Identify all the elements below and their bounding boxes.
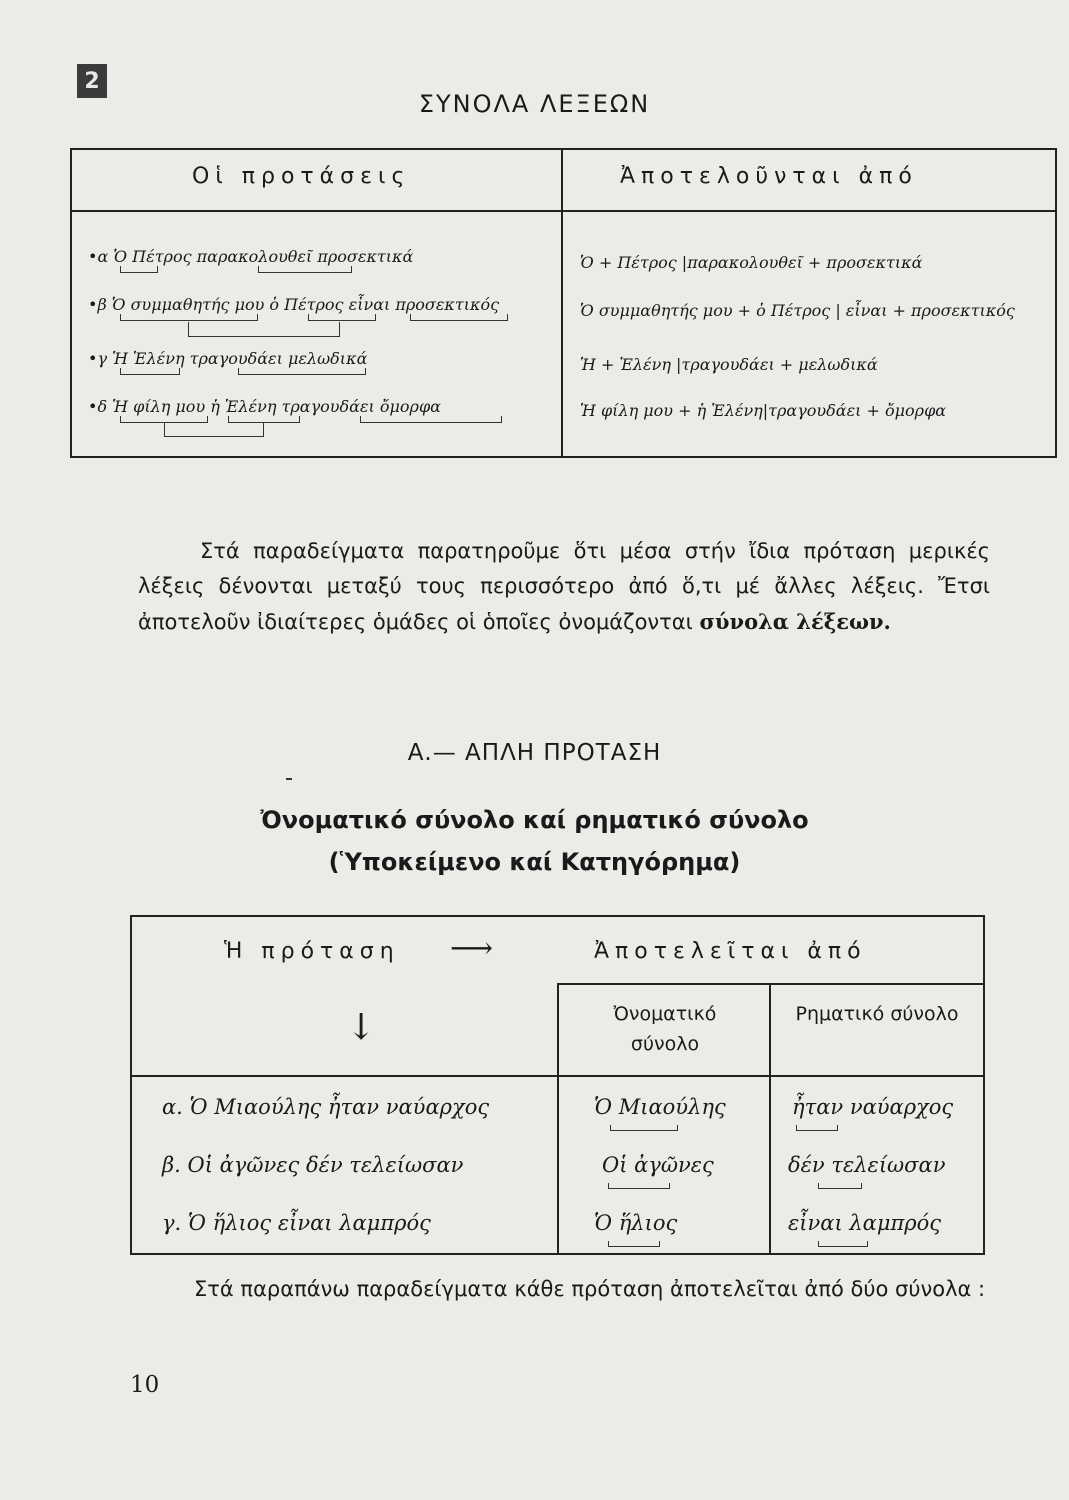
explanation-paragraph — [138, 534, 990, 640]
headword-mark — [818, 1241, 868, 1247]
example-verbal-c: εἶναι λαμπρός — [788, 1211, 942, 1235]
down-arrow-icon: ↓ — [346, 1007, 377, 1048]
key-term: σύνολα λέξεων. — [699, 609, 891, 634]
bracket — [258, 266, 352, 273]
bracket — [410, 314, 508, 321]
subject-predicate-table — [130, 915, 985, 1255]
bracket — [120, 368, 180, 375]
bracket — [188, 322, 340, 337]
bracket — [360, 416, 502, 423]
example-nominal-a: Ὁ Μιαούλης — [594, 1095, 726, 1119]
summary-paragraph — [132, 1272, 990, 1307]
sentences-table — [70, 148, 1057, 458]
mark — [286, 778, 292, 780]
explanation-text: Στά παραδείγματα παρατηροῦμε ὅτι μέσα στήν ἴδια πρόταση μερικές λέξεις δένονται μεταξύ τους περισσότερο ἀπό ὅ,τι μέ ἄλλες λέξεις. Ἔτσι ἀποτελοῦν ἰδιαίτερες ὁμάδες οἱ ὁποῖες ὀνομάζονται — [138, 539, 990, 634]
table1-row-c-left: •γ Ἡ Ἑλένη τραγουδάει μελωδικά — [88, 349, 368, 368]
bracket — [164, 422, 264, 437]
headword-mark — [818, 1183, 862, 1189]
page-number: 10 — [130, 1372, 160, 1398]
headword-mark — [610, 1125, 678, 1131]
example-nominal-c: Ὁ ἥλιος — [594, 1211, 678, 1235]
example-sentence-a: α. Ὁ Μιαούλης ἦταν ναύαρχος — [162, 1095, 490, 1119]
bracket — [120, 266, 158, 273]
headword-mark — [608, 1241, 660, 1247]
table1-row-d-left: •δ Ἡ φίλη μου ἡ Ἑλένη τραγουδάει ὄμορφα — [88, 397, 441, 416]
table1-row-b-left: •β Ὁ συμμαθητής μου ὁ Πέτρος εἶναι προσεκτικός — [88, 295, 500, 314]
table1-row-a-left: •α Ὁ Πέτρος παρακολουθεῖ προσεκτικά — [88, 247, 414, 266]
nominal-group-header: Ὀνοματικό σύνολο — [613, 1003, 717, 1055]
bracket — [308, 314, 376, 321]
table2-header-right: Ἀποτελεῖται ἀπό — [594, 939, 867, 964]
example-verbal-a: ἦταν ναύαρχος — [792, 1095, 954, 1119]
verbal-group-header: Ρηματικό σύνολο — [795, 1003, 959, 1025]
headword-mark — [608, 1183, 670, 1189]
chapter-badge: 2 — [77, 64, 107, 98]
table2-header-left: Ἡ πρόταση — [224, 939, 400, 964]
table1-row-b-right: Ὁ συμμαθητής μου + ὁ Πέτρος | εἶναι + προσεκτικός — [580, 301, 1015, 320]
example-sentence-c: γ. Ὁ ἥλιος εἶναι λαμπρός — [162, 1211, 431, 1235]
table1-header-left: Οἱ προτάσεις — [192, 164, 411, 189]
example-nominal-b: Οἱ ἀγῶνες — [602, 1153, 714, 1177]
right-arrow-icon: ⟶ — [450, 931, 494, 966]
table1-row-a-right: Ὁ + Πέτρος |παρακολουθεῖ + προσεκτικά — [580, 253, 923, 272]
subsection-heading-line1: Ὀνοματικό σύνολο καί ρηματικό σύνολο — [260, 806, 809, 834]
bracket — [238, 368, 366, 375]
example-verbal-b: δέν τελείωσαν — [788, 1153, 946, 1177]
table1-row-c-right: Ἡ + Ἑλένη |τραγουδάει + μελωδικά — [580, 355, 878, 374]
summary-text: Στά παραπάνω παραδείγματα κάθε πρόταση ἀποτελεῖται ἀπό δύο σύνολα : — [194, 1277, 986, 1301]
section-title: ΣΥΝΟΛΑ ΛΕΞΕΩΝ — [418, 90, 651, 118]
bracket — [120, 314, 258, 321]
subsection-heading-line2: (Ὑποκείμενο καί Κατηγόρημα) — [328, 848, 741, 876]
subsection-title: Α.— ΑΠΛΗ ΠΡΟΤΑΣΗ — [407, 740, 662, 766]
headword-mark — [796, 1125, 838, 1131]
table1-header-right: Ἀποτελοῦνται ἀπό — [620, 164, 918, 189]
table1-row-d-right: Ἡ φίλη μου + ἡ Ἑλένη|τραγουδάει + ὄμορφα — [580, 401, 947, 420]
example-sentence-b: β. Οἱ ἀγῶνες δέν τελείωσαν — [162, 1153, 464, 1177]
